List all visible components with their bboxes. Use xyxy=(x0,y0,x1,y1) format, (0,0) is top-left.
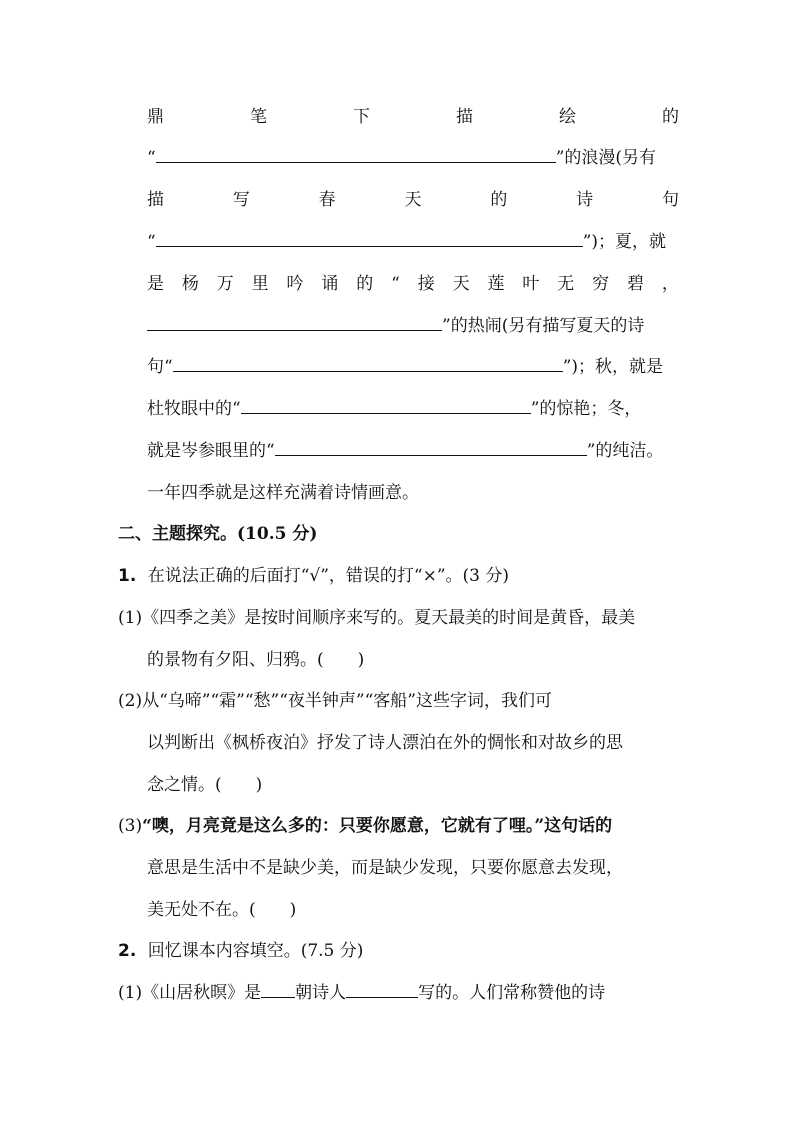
q1-item-2-line-2 xyxy=(147,728,793,758)
continuation-line-9 xyxy=(147,436,687,466)
spread-char: 句 xyxy=(661,190,679,210)
spread-char: 里 xyxy=(251,274,269,294)
line-text: ”的纯洁。 xyxy=(586,441,664,461)
spread-char: 鼎 xyxy=(147,107,164,127)
item-label: (2) xyxy=(118,691,143,711)
q1-item-1-line-2[interactable] xyxy=(147,645,793,675)
question-text: 回忆课本内容填空。(7.5 分) xyxy=(147,941,364,961)
spread-char: 的 xyxy=(356,274,374,294)
spread-char: 天 xyxy=(404,190,422,210)
item-text: 朝诗人 xyxy=(295,983,347,1003)
line-text: 杜牧眼中的“ xyxy=(147,399,241,419)
line-text: 就是岑参眼里的“ xyxy=(147,441,275,461)
continuation-line-1 xyxy=(147,102,679,132)
spread-char: 绘 xyxy=(559,107,576,127)
item-text: 《山居秋暝》是 xyxy=(142,983,262,1003)
continuation-line-3 xyxy=(147,185,679,215)
spread-char: 笔 xyxy=(250,107,267,127)
answer-blank[interactable] xyxy=(173,353,563,372)
line-text: 句“ xyxy=(147,357,173,377)
question-number: 2. xyxy=(118,941,137,961)
spread-char: 无 xyxy=(557,274,575,294)
q1-item-3-line-1 xyxy=(118,811,793,841)
answer-blank[interactable] xyxy=(156,228,583,247)
spread-char: 写 xyxy=(232,190,250,210)
item-text: 《四季之美》是按时间顺序来写的。夏天最美的时间是黄昏，最美 xyxy=(142,608,636,628)
continuation-line-5 xyxy=(147,269,679,299)
spread-char: 穷 xyxy=(592,274,610,294)
item-text: 从“乌啼”“霜”“愁”“夜半钟声”“客船”这些字词，我们可 xyxy=(142,691,553,711)
spread-char: 杨 xyxy=(181,274,199,294)
spread-char: 的 xyxy=(662,107,679,127)
line-text: ”)；夏，就 xyxy=(582,232,667,252)
answer-blank[interactable] xyxy=(241,395,531,414)
line-text: ”的浪漫(另有 xyxy=(555,148,657,168)
spread-char: 万 xyxy=(216,274,234,294)
heading-text: 二、主题探究。(10.5 分) xyxy=(118,524,318,544)
spread-char: “ xyxy=(391,274,400,294)
section-heading xyxy=(118,519,793,549)
item-text: 念之情。( ) xyxy=(147,775,263,795)
continuation-line-4 xyxy=(147,227,687,257)
answer-blank[interactable] xyxy=(147,312,442,331)
q1-item-3-line-2 xyxy=(147,853,793,883)
spread-char: 春 xyxy=(318,190,336,210)
item-text: 美无处不在。( ) xyxy=(147,900,297,920)
continuation-line-8 xyxy=(147,394,687,424)
spread-char: 叶 xyxy=(522,274,540,294)
q1-item-1-line-1 xyxy=(118,603,793,633)
q1-item-2-line-3[interactable] xyxy=(147,770,793,800)
item-label: (1) xyxy=(118,983,143,1003)
spread-char: 下 xyxy=(353,107,370,127)
question-text: 在说法正确的后面打“√”，错误的打“×”。(3 分) xyxy=(147,566,510,586)
spread-char: 碧 xyxy=(626,274,644,294)
question-1 xyxy=(118,561,793,591)
poet-blank[interactable] xyxy=(346,979,418,998)
answer-blank[interactable] xyxy=(275,437,587,456)
question-number: 1. xyxy=(118,566,137,586)
item-text: “噢，月亮竟是这么多的：只要你愿意，它就有了哩。”这句话的 xyxy=(142,816,613,836)
q2-item-1-line-1 xyxy=(118,978,793,1008)
item-text: 意思是生活中不是缺少美，而是缺少发现，只要你愿意去发现， xyxy=(147,858,623,878)
spread-char: ， xyxy=(661,274,679,294)
continuation-line-6 xyxy=(147,311,687,341)
spread-char: 描 xyxy=(147,190,164,210)
spread-char: 接 xyxy=(417,274,435,294)
item-text: 写的。人们常称赞他的诗 xyxy=(418,983,606,1003)
continuation-line-7 xyxy=(147,352,687,382)
dynasty-blank[interactable] xyxy=(261,979,295,998)
continuation-line-2 xyxy=(147,143,687,173)
item-text: 的景物有夕阳、归鸦。( ) xyxy=(147,650,365,670)
item-label: (1) xyxy=(118,608,143,628)
line-text: ”)；秋，就是 xyxy=(562,357,664,377)
spread-char: 天 xyxy=(452,274,470,294)
item-label: (3) xyxy=(118,816,143,836)
question-2 xyxy=(118,936,793,966)
spread-char: 描 xyxy=(456,107,473,127)
spread-char: 吟 xyxy=(286,274,304,294)
line-text: 一年四季就是这样充满着诗情画意。 xyxy=(147,483,419,503)
open-quote: “ xyxy=(147,148,156,168)
spread-char: 诵 xyxy=(321,274,339,294)
spread-char: 的 xyxy=(490,190,508,210)
line-text: ”的热闹(另有描写夏天的诗 xyxy=(442,316,645,336)
line-text: ”的惊艳；冬， xyxy=(530,399,642,419)
q1-item-3-line-3[interactable] xyxy=(147,895,793,925)
continuation-line-10 xyxy=(147,478,793,508)
item-text: 以判断出《枫桥夜泊》抒发了诗人漂泊在外的惆怅和对故乡的思 xyxy=(147,733,623,753)
open-quote: “ xyxy=(147,232,156,252)
q1-item-2-line-1 xyxy=(118,686,793,716)
spread-char: 是 xyxy=(147,274,164,294)
answer-blank[interactable] xyxy=(156,144,556,163)
spread-char: 诗 xyxy=(576,190,594,210)
spread-char: 莲 xyxy=(487,274,505,294)
